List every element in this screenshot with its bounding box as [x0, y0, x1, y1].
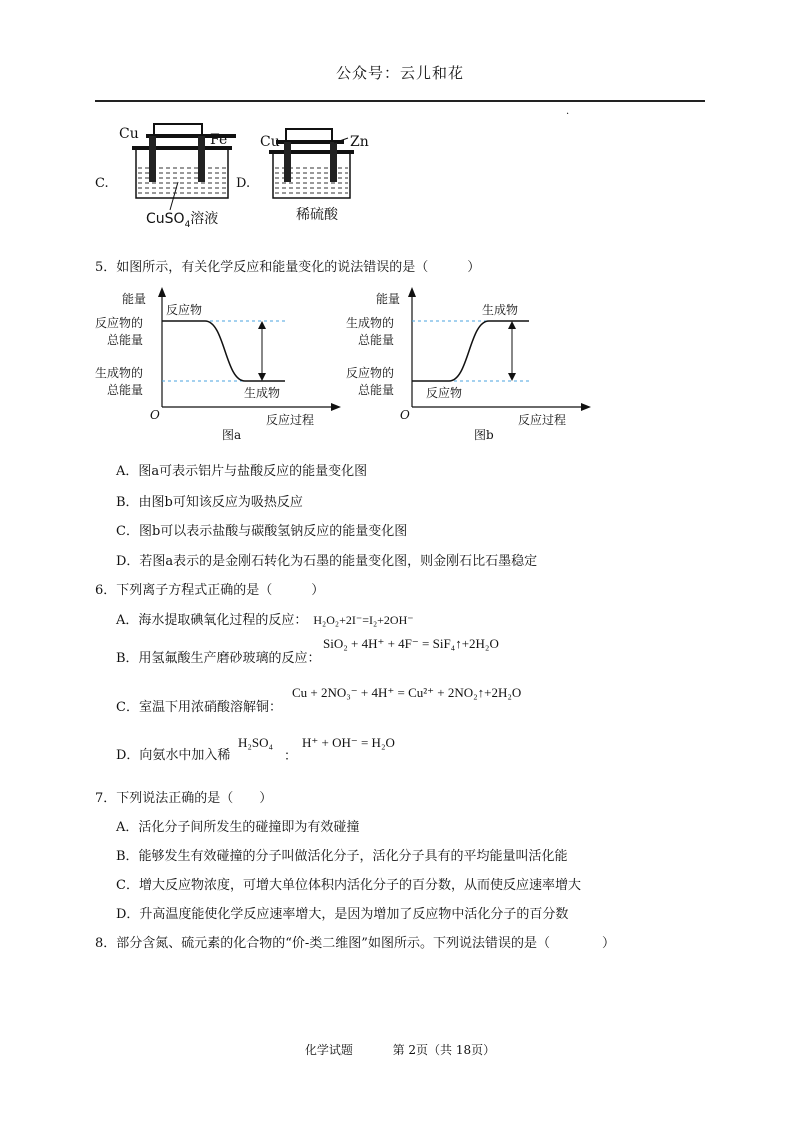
header-rule	[95, 100, 705, 102]
fig-a-y-axis-label: 能量	[122, 292, 147, 306]
cu-electrode	[149, 136, 156, 182]
footer-page-number: 第 2页（共 18页）	[392, 1043, 496, 1057]
q7-option-a: A．活化分子间所发生的碰撞即为有效碰撞	[116, 820, 360, 835]
page-footer	[0, 1041, 800, 1058]
q7-option-d: D．升高温度能使化学反应速率增大，是因为增加了反应物中活化分子的百分数	[116, 907, 569, 922]
q7-option-c: C．增大反应物浓度，可增大单位体积内活化分子的百分数，从而使反应速率增大	[116, 878, 581, 893]
c-solution-label: CuSO$_4$溶液	[146, 211, 219, 230]
fig-a-bottom-left-1: 生成物的	[95, 366, 144, 380]
q6-option-b-text: B．用氢氟酸生产磨砂玻璃的反应：	[116, 651, 321, 666]
d-left-label: Cu	[260, 134, 280, 150]
fig-b-y-axis-label: 能量	[376, 292, 401, 306]
fig-b-origin: O	[400, 408, 410, 422]
fig-b-end-label: 生成物	[482, 303, 519, 317]
q6-option-d-text: D．向氨水中加入稀	[116, 748, 231, 763]
fig-a-x-axis-label: 反应过程	[266, 413, 315, 427]
fig-b-start-label: 反应物	[426, 386, 463, 400]
q8-stem: 8．部分含氮、硫元素的化合物的“价-类二维图”如图所示。下列说法错误的是（ ）	[95, 936, 615, 951]
footer-subject: 化学试题	[304, 1043, 353, 1057]
q6-option-d-colon: ：	[284, 749, 298, 764]
fig-b-x-axis-label: 反应过程	[518, 413, 567, 427]
fig-b-caption: 图b	[474, 428, 494, 442]
q7-option-b: B．能够发生有效碰撞的分子叫做活化分子，活化分子具有的平均能量叫活化能	[116, 849, 568, 864]
fig-a-end-label: 生成物	[244, 386, 281, 400]
q7-stem: 7．下列说法正确的是（ ）	[95, 791, 273, 806]
option-d-letter: D.	[236, 176, 251, 191]
fig-a-caption: 图a	[222, 428, 242, 442]
fig-a-bottom-left-2: 总能量	[107, 383, 144, 397]
c-left-label: Cu	[119, 126, 139, 142]
q6-option-b-equation: SiO₂ + 4H⁺ + 4F⁻ = SiF₄↑+2H₂O	[323, 636, 499, 651]
q6-option-a: A．海水提取碘氧化过程的反应： H₂O₂+2I⁻=I₂+2OH⁻	[116, 613, 414, 628]
fig-b-top-left-2: 总能量	[358, 333, 395, 347]
q6-option-d-equation: H⁺ + OH⁻ = H₂O	[302, 735, 395, 750]
option-c-letter: C.	[95, 176, 109, 191]
fe-electrode	[198, 136, 205, 182]
cell-diagram-d	[258, 118, 378, 218]
fig-a-top-left-1: 反应物的	[95, 316, 144, 330]
q5-option-c: C．图b可以表示盐酸与碳酸氢钠反应的能量变化图	[116, 524, 408, 539]
d-right-label: Zn	[350, 134, 369, 150]
fig-b-top-left-1: 生成物的	[346, 316, 395, 330]
c-right-label: Fe	[210, 132, 228, 148]
stray-dot: .	[566, 106, 570, 117]
d-solution-label: 稀硫酸	[296, 207, 338, 223]
page-header-title: 公众号：云儿和花	[335, 64, 464, 82]
q6-option-d-reagent: H₂SO₄	[238, 735, 274, 750]
fig-a-origin: O	[150, 408, 160, 422]
q6-option-c-equation: Cu + 2NO₃⁻ + 4H⁺ = Cu²⁺ + 2NO₂↑+2H₂O	[292, 685, 522, 700]
fig-a-top-left-2: 总能量	[107, 333, 144, 347]
q5-option-a: A．图a可表示铝片与盐酸反应的能量变化图	[116, 464, 368, 479]
q6-option-c-text: C．室温下用浓硝酸溶解铜：	[116, 700, 282, 715]
q5-option-b: B．由图b可知该反应为吸热反应	[116, 495, 303, 510]
fig-a-start-label: 反应物	[166, 303, 203, 317]
cu-electrode	[284, 142, 291, 182]
q5-stem: 5．如图所示，有关化学反应和能量变化的说法错误的是（ ）	[95, 260, 481, 275]
fig-b-bottom-left-2: 总能量	[358, 383, 395, 397]
q5-option-d: D．若图a表示的是金刚石转化为石墨的能量变化图，则金刚石比石墨稳定	[116, 554, 538, 569]
fig-b-bottom-left-1: 反应物的	[346, 366, 395, 380]
zn-electrode	[330, 142, 337, 182]
q6-stem: 6．下列离子方程式正确的是（ ）	[95, 583, 325, 598]
